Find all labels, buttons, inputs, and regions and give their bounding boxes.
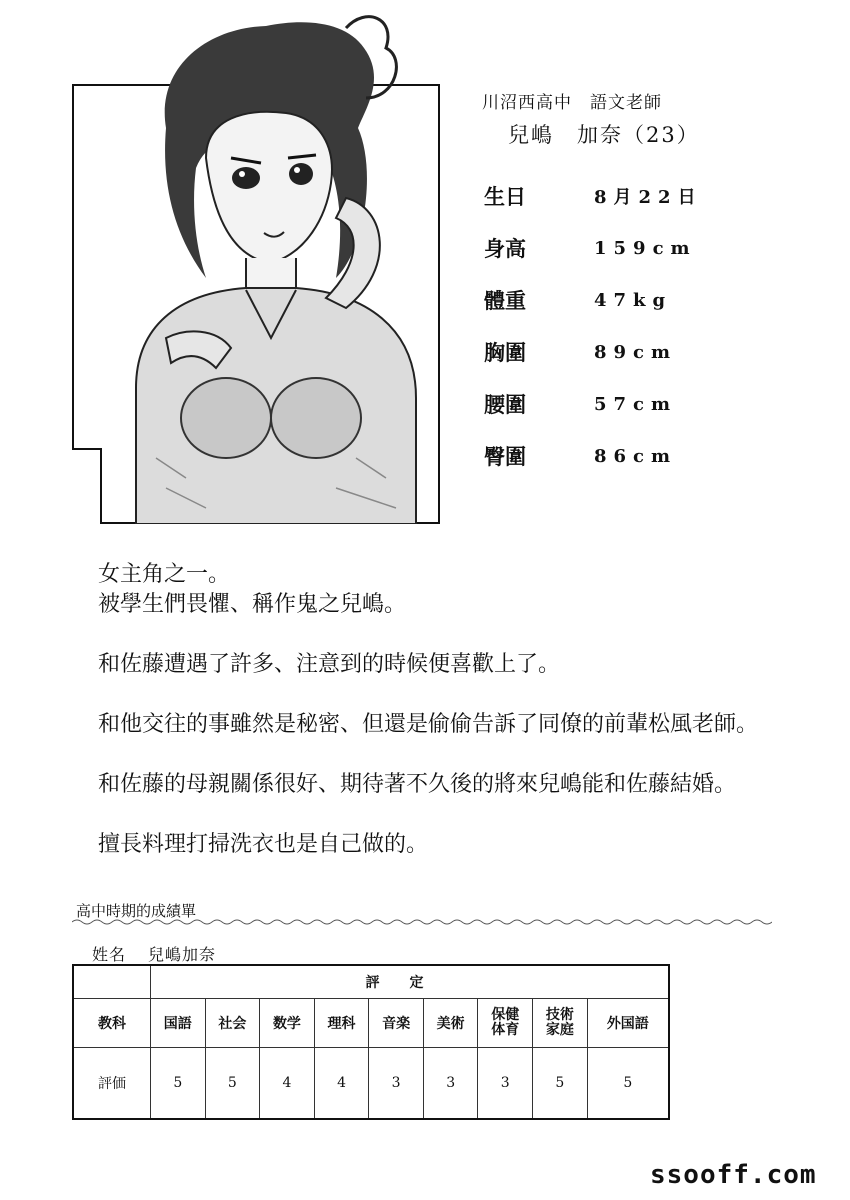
stats-list [484,170,703,482]
subject-cell-tech-home [533,999,588,1048]
score-cell: 4 [314,1048,369,1120]
subject-cell: 数学 [260,999,315,1048]
bio-text [98,560,758,860]
score-cell: 3 [423,1048,478,1120]
score-cell: 5 [205,1048,260,1120]
school-line: 川沼西高中 語文老師 [482,93,662,113]
score-row [73,1048,669,1120]
stat-value: 57cm [594,393,678,415]
watermark-url: ssooff.com [650,1160,817,1190]
score-cell: 5 [533,1048,588,1120]
score-cell: 5 [587,1048,669,1120]
stat-label: 生日 [484,184,526,209]
subject-cell: 音楽 [369,999,424,1048]
stat-label: 腰圍 [484,392,526,417]
score-cell: 4 [260,1048,315,1120]
grades-table [72,964,670,1120]
subject-cell: 社会 [205,999,260,1048]
stat-value: 47kg [594,289,673,311]
stat-value: 86cm [594,445,678,467]
score-cell: 3 [478,1048,533,1120]
subject-cell: 国語 [151,999,206,1048]
stat-birthday [484,170,703,222]
name-label: 姓名 [92,945,127,964]
bio-line: 女主角之一。 [98,562,231,587]
student-name-line [92,942,238,965]
stat-bust [484,326,703,378]
bio-line: 和他交往的事雖然是秘密、但還是偷偷告訴了同僚的前輩松風老師。 [98,712,759,737]
character-illustration [96,8,436,524]
subject-part: 技術 [545,1007,574,1023]
subject-part: 体育 [491,1022,520,1038]
bio-line: 被學生們畏懼、稱作鬼之兒嶋。 [98,592,407,617]
wavy-divider [72,918,772,926]
stat-value: 8月22日 [594,187,703,208]
stat-weight [484,274,703,326]
subject-cell: 外国語 [587,999,669,1048]
subject-cell: 理科 [314,999,369,1048]
score-cell: 5 [151,1048,206,1120]
subject-cell-health-pe [478,999,533,1048]
bio-line: 和佐藤遭遇了許多、注意到的時候便喜歡上了。 [98,652,561,677]
stat-value: 159cm [594,237,697,259]
name-value: 兒嶋加奈 [148,945,217,964]
stat-waist [484,378,703,430]
stat-label: 身高 [484,236,526,261]
name-line: 兒嶋 加奈（23） [508,123,700,147]
stat-value: 89cm [594,341,678,363]
stat-label: 臀圍 [484,444,526,469]
stat-hips [484,430,703,482]
subject-part: 保健 [491,1007,520,1023]
score-cell: 3 [369,1048,424,1120]
rating-header: 評定 [151,965,670,999]
score-label: 評価 [73,1048,151,1120]
subject-row [73,999,669,1048]
stat-label: 胸圍 [484,340,526,365]
subject-cell: 美術 [423,999,478,1048]
bio-line: 和佐藤的母親關係很好、期待著不久後的將來兒嶋能和佐藤結婚。 [98,772,737,797]
transcript-title: 高中時期的成績單 [76,902,197,920]
stat-label: 體重 [484,288,526,313]
stat-height [484,222,703,274]
profile-heading [482,88,700,149]
subject-label: 教科 [73,999,151,1048]
subject-part: 家庭 [545,1022,574,1038]
bio-line: 擅長料理打掃洗衣也是自己做的。 [98,832,429,857]
